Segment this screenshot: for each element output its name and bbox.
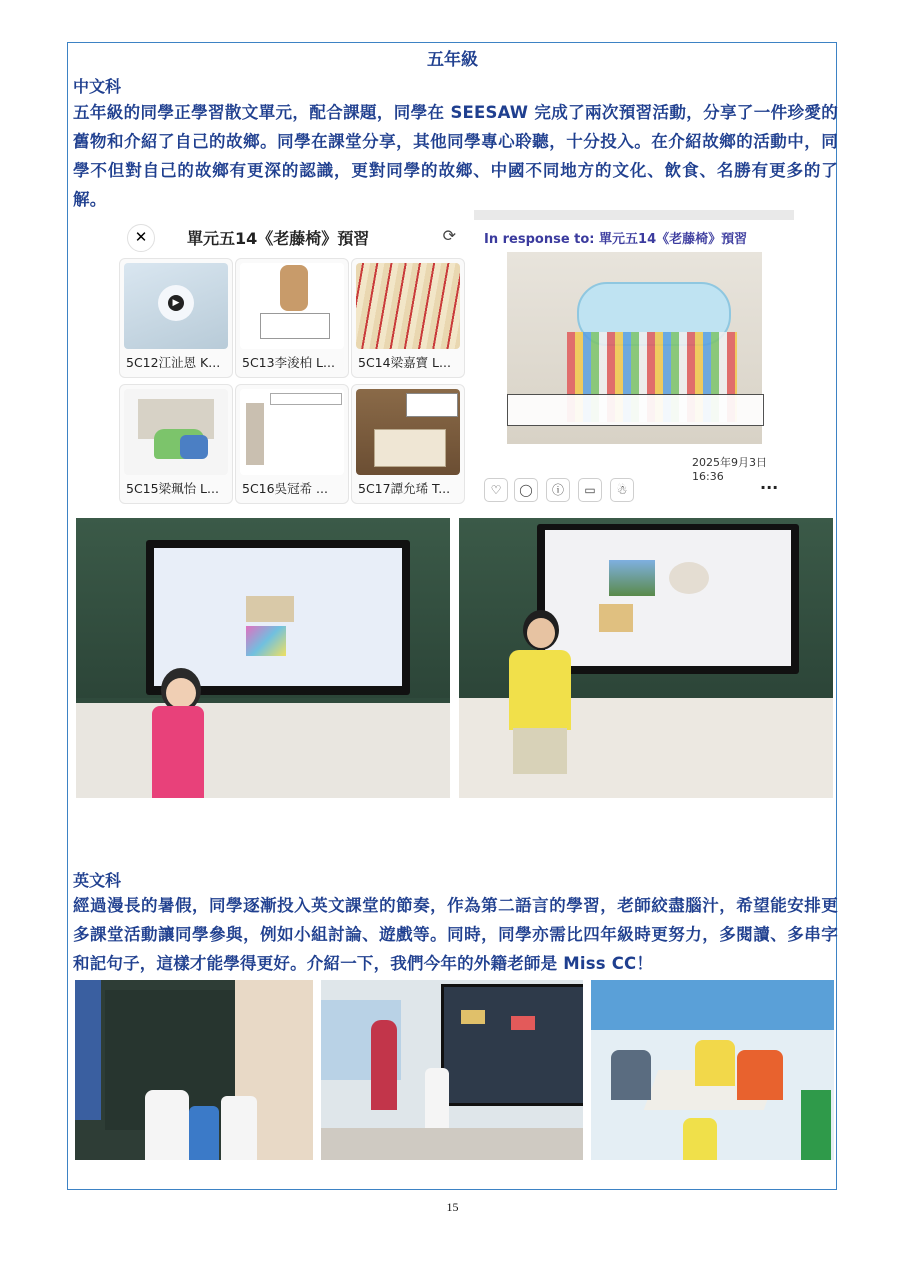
english-section-title: 英文科 bbox=[73, 871, 122, 890]
student-card[interactable]: 5C17譚允琋 T... bbox=[351, 384, 465, 504]
fan-photo bbox=[356, 263, 460, 349]
response-title: In response to: 單元五14《老藤椅》預習 bbox=[484, 232, 748, 247]
ghost-icon[interactable]: ☃ bbox=[610, 478, 634, 502]
comment-icon[interactable]: ◯ bbox=[514, 478, 538, 502]
response-date: 2025年9月3日 16:36 bbox=[692, 456, 767, 483]
student-card[interactable]: ▶ 5C12江沚恩 K... bbox=[119, 258, 233, 378]
student-card[interactable]: 5C14梁嘉寶 L... bbox=[351, 258, 465, 378]
student-card[interactable]: 5C13李浚柏 L... bbox=[235, 258, 349, 378]
doll-photo bbox=[240, 263, 344, 349]
student-card[interactable]: 5C15梁珮怡 L... bbox=[119, 384, 233, 504]
page-number: 15 bbox=[446, 1200, 459, 1214]
chinese-paragraph: 五年級的同學正學習散文單元，配合課題，同學在 SEESAW 完成了兩次預習活動，分享了一件珍愛的舊物和介紹了自己的故鄉。同學在課堂分享，其他同學專心聆聽，十分投入。在介紹故鄉的活動中，同學不但對自己的故鄉有更深的認識，更對同學的故鄉、中國不同地方的文化、飲食、名勝有更多的了解。 bbox=[73, 103, 838, 209]
chinese-section-title: 中文科 bbox=[73, 77, 122, 96]
grade-title: 五年級 bbox=[427, 50, 478, 70]
seesaw-assignment-screenshot bbox=[115, 218, 470, 508]
close-icon[interactable]: ✕ bbox=[127, 224, 155, 252]
english-photo-screen bbox=[321, 980, 583, 1160]
english-photo-group bbox=[591, 980, 834, 1160]
more-options-icon[interactable]: ··· bbox=[760, 478, 779, 497]
refresh-icon[interactable]: ⟳ bbox=[442, 226, 456, 245]
toy-house-photo bbox=[124, 389, 228, 475]
english-photo-blackboard bbox=[75, 980, 313, 1160]
cinnamoroll-photo bbox=[124, 263, 228, 349]
item-photo bbox=[240, 389, 344, 475]
assignment-title: 單元五14《老藤椅》預習 bbox=[187, 229, 370, 248]
student-card[interactable]: 5C16吳冠希 ... bbox=[235, 384, 349, 504]
pencil-case-photo bbox=[507, 252, 762, 444]
seesaw-response-screenshot bbox=[474, 210, 794, 510]
feedback-icon[interactable]: ⓘ bbox=[546, 478, 570, 502]
box-photo bbox=[356, 389, 460, 475]
english-paragraph: 經過漫長的暑假，同學逐漸投入英文課堂的節奏，作為第二語言的學習，老師絞盡腦汁，希望能安排更多課堂活動讓同學參與，例如小組討論、遊戲等。同時，同學亦需比四年級時更努力，多閱讀、多串字和記句子，這樣才能學得更好。介紹一下，我們今年的外籍老師是 Miss CC！ bbox=[73, 896, 838, 973]
heart-icon[interactable]: ♡ bbox=[484, 478, 508, 502]
classroom-photo-boy bbox=[459, 518, 833, 798]
folder-icon[interactable]: ▭ bbox=[578, 478, 602, 502]
classroom-photo-girl bbox=[76, 518, 450, 798]
play-icon: ▶ bbox=[168, 295, 184, 311]
